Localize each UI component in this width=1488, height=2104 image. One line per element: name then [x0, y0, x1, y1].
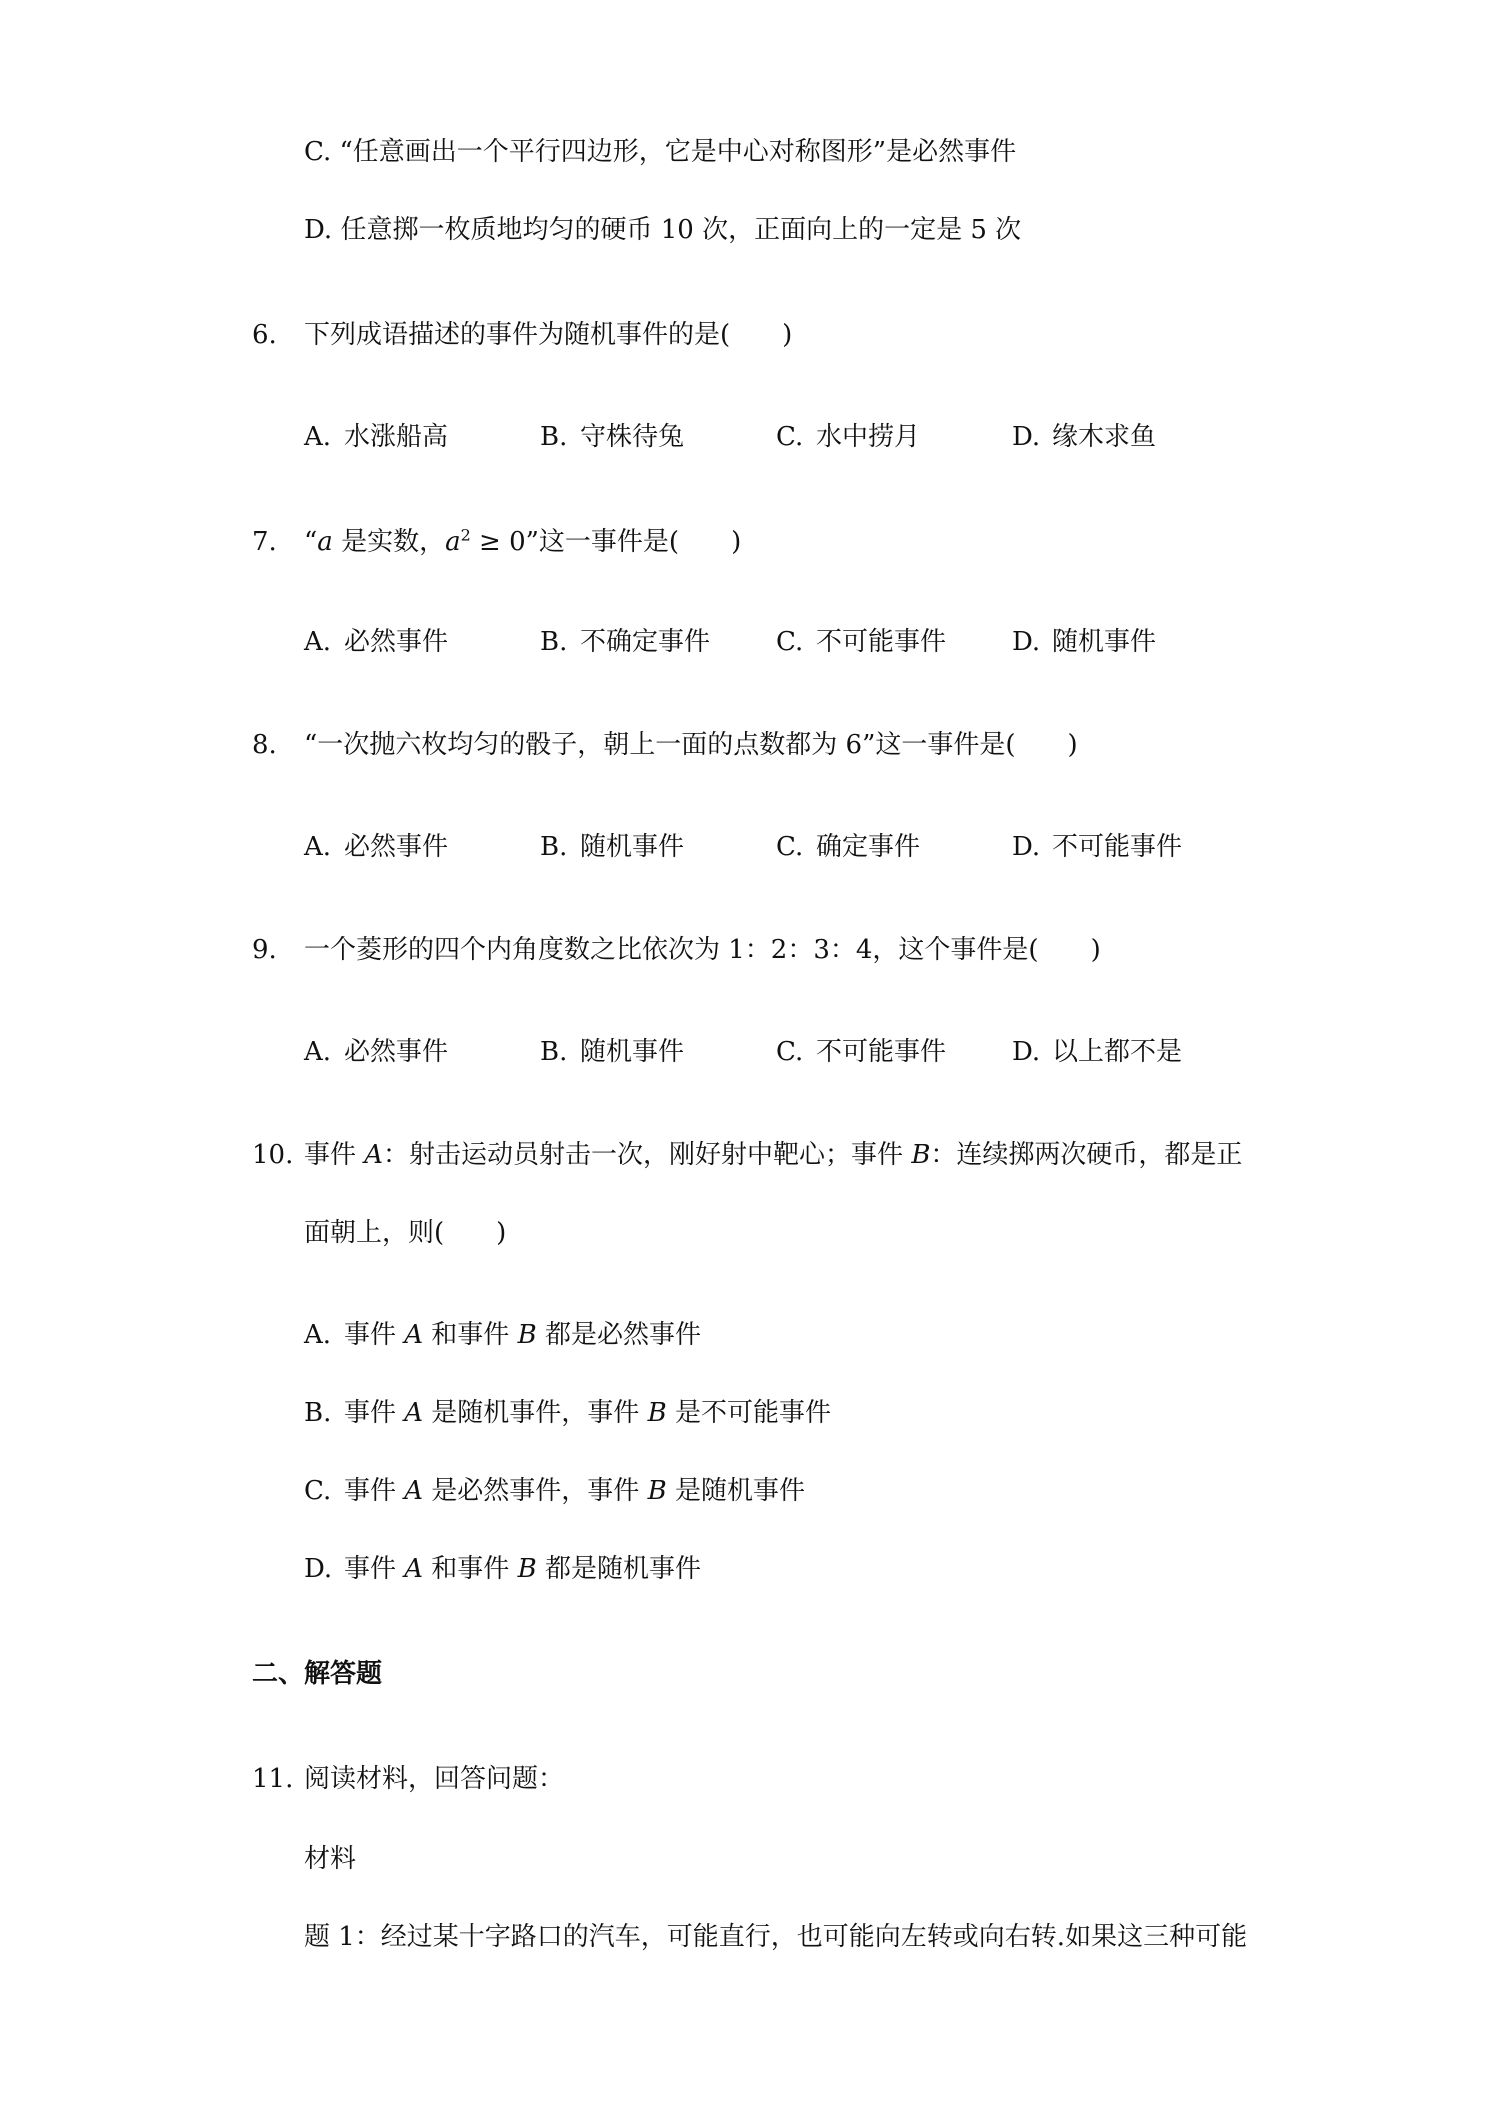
q8-option-d: D. 不可能事件	[1012, 832, 1183, 862]
q9-number: 9.	[252, 935, 277, 965]
option-letter: C.	[304, 137, 332, 167]
q8-stem: “一次抛六枚均匀的骰子，朝上一面的点数都为 6”这一事件是( )	[304, 730, 1078, 760]
q9-option-a: A. 必然事件	[304, 1037, 449, 1067]
q8-option-b: B. 随机事件	[540, 832, 685, 862]
option-text: “任意画出一个平行四边形，它是中心对称图形”是必然事件	[339, 137, 1017, 167]
q6-option-d: D. 缘木求鱼	[1012, 422, 1157, 452]
q6-number: 6.	[252, 320, 277, 350]
q6-option-c: C. 水中捞月	[776, 422, 921, 452]
q11-stem: 阅读材料，回答问题：	[304, 1764, 565, 1794]
q9-option-b: B. 随机事件	[540, 1037, 685, 1067]
q10-option-c: C. 事件 A 是必然事件，事件 B 是随机事件	[304, 1476, 805, 1506]
q10-option-a: A. 事件 A 和事件 B 都是必然事件	[304, 1320, 701, 1350]
q10-stem-line2: 面朝上，则( )	[304, 1218, 507, 1248]
q5-option-c	[304, 135, 1016, 169]
q10-stem-line1: 事件 A：射击运动员射击一次，刚好射中靶心；事件 B：连续掷两次硬币，都是正	[304, 1140, 1243, 1170]
q7-option-c: C. 不可能事件	[776, 627, 947, 657]
q11-number: 11.	[252, 1764, 294, 1794]
q6-option-b: B. 守株待兔	[540, 422, 685, 452]
q5-option-d	[304, 213, 1021, 247]
q10-option-b: B. 事件 A 是随机事件，事件 B 是不可能事件	[304, 1398, 831, 1428]
q8-option-c: C. 确定事件	[776, 832, 921, 862]
q9-option-c: C. 不可能事件	[776, 1037, 947, 1067]
q7-number: 7.	[252, 527, 277, 557]
q10-number: 10.	[252, 1140, 294, 1170]
q8-option-a: A. 必然事件	[304, 832, 449, 862]
q7-option-b: B. 不确定事件	[540, 627, 711, 657]
q7-stem: “a 是实数，$a^2 \ge 0$”这一事件是( )	[304, 525, 742, 557]
q11-material-label: 材料	[304, 1844, 357, 1874]
q7-option-a: A. 必然事件	[304, 627, 449, 657]
q7-option-d: D. 随机事件	[1012, 627, 1157, 657]
q9-stem: 一个菱形的四个内角度数之比依次为 1：2：3：4，这个事件是( )	[304, 935, 1101, 965]
q10-option-d: D. 事件 A 和事件 B 都是随机事件	[304, 1554, 701, 1584]
option-text: 任意掷一枚质地均匀的硬币 10 次，正面向上的一定是 5 次	[340, 215, 1022, 245]
q6-stem: 下列成语描述的事件为随机事件的是( )	[304, 320, 793, 350]
section-title: 二、解答题	[252, 1659, 383, 1689]
q9-option-d: D. 以上都不是	[1012, 1037, 1183, 1067]
q6-option-a: A. 水涨船高	[304, 422, 449, 452]
q11-problem1: 题 1：经过某十字路口的汽车，可能直行，也可能向左转或向右转.如果这三种可能	[304, 1922, 1248, 1952]
option-letter: D.	[304, 215, 333, 245]
q8-number: 8.	[252, 730, 277, 760]
